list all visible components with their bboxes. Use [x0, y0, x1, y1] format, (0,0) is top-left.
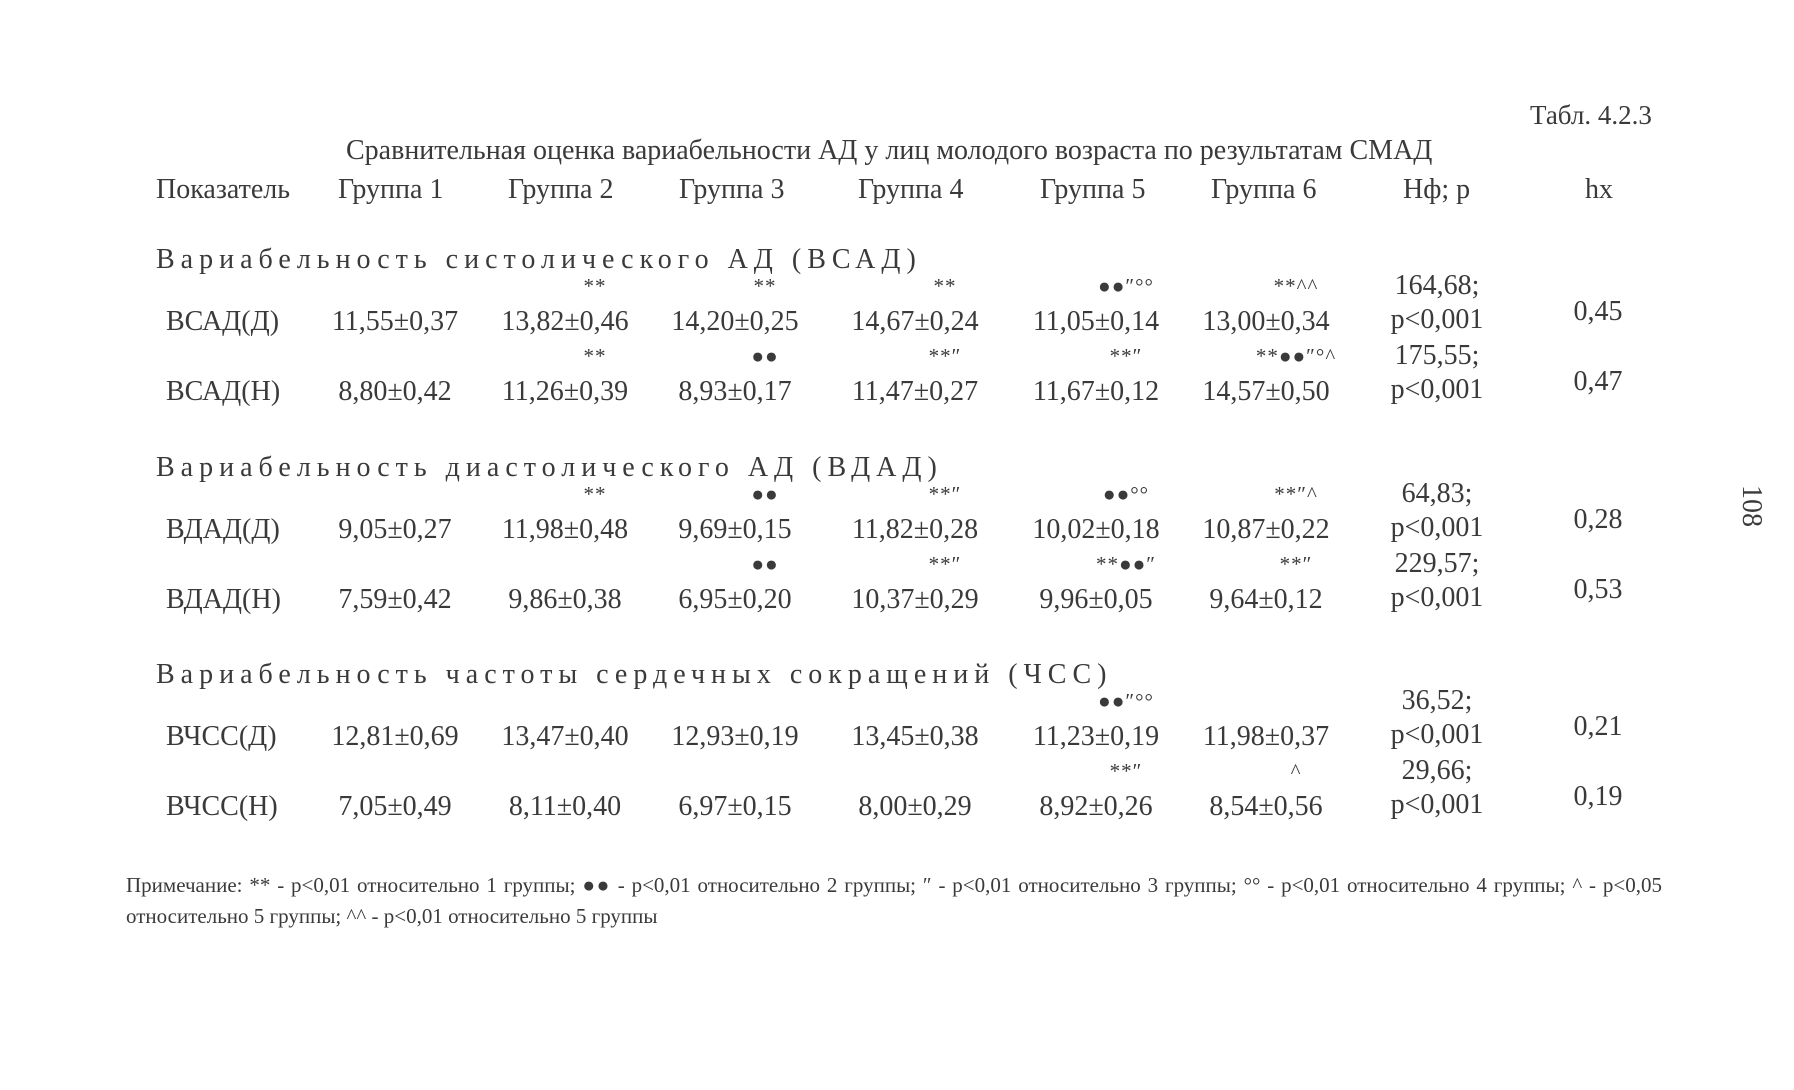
table-title: Сравнительная оценка вариабельности АД у лиц молодого возраста по результатам СМАД — [346, 135, 1433, 166]
hf-value: 175,55; — [1394, 340, 1480, 371]
header-group-5: Группа 5 — [1040, 174, 1146, 205]
value-cell: 12,93±0,19 — [671, 721, 799, 752]
header-hf-p: Нф; р — [1403, 174, 1471, 205]
value-cell: 7,05±0,49 — [338, 791, 452, 822]
value-cell: 8,00±0,29 — [858, 791, 972, 822]
section-title: Вариабельность диастолического АД (ВДАД) — [156, 452, 943, 483]
significance-mark: **″ — [928, 552, 962, 576]
value-cell: 13,47±0,40 — [501, 721, 629, 752]
p-value: p<0,001 — [1390, 789, 1484, 820]
value-cell: 14,20±0,25 — [671, 306, 799, 337]
hx-value: 0,21 — [1573, 711, 1623, 742]
hx-value: 0,45 — [1573, 296, 1623, 327]
value-cell: 8,93±0,17 — [678, 376, 792, 407]
significance-mark: ●●″°° — [1098, 689, 1154, 713]
value-cell: 10,87±0,22 — [1202, 514, 1330, 545]
value-cell: 6,97±0,15 — [678, 791, 792, 822]
value-cell: 8,80±0,42 — [338, 376, 452, 407]
value-cell: 10,37±0,29 — [851, 584, 979, 615]
row-label: ВДАД(Д) — [166, 514, 280, 545]
value-cell: 7,59±0,42 — [338, 584, 452, 615]
significance-mark: ** — [933, 274, 957, 298]
value-cell: 9,69±0,15 — [678, 514, 792, 545]
value-cell: 6,95±0,20 — [678, 584, 792, 615]
value-cell: 8,54±0,56 — [1209, 791, 1323, 822]
hf-value: 64,83; — [1401, 478, 1473, 509]
header-group-4: Группа 4 — [858, 174, 964, 205]
significance-mark: ^ — [1290, 759, 1302, 783]
value-cell: 8,92±0,26 — [1039, 791, 1153, 822]
hx-value: 0,28 — [1573, 504, 1623, 535]
p-value: p<0,001 — [1390, 719, 1484, 750]
significance-mark: **″ — [928, 344, 962, 368]
value-cell: 9,96±0,05 — [1039, 584, 1153, 615]
value-cell: 11,98±0,48 — [501, 514, 629, 545]
p-value: p<0,001 — [1390, 512, 1484, 543]
hf-value: 36,52; — [1401, 685, 1473, 716]
value-cell: 10,02±0,18 — [1032, 514, 1160, 545]
significance-mark: ●●″°° — [1098, 274, 1154, 298]
significance-mark: **″ — [1279, 552, 1313, 576]
significance-mark: ** — [583, 344, 607, 368]
value-cell: 9,05±0,27 — [338, 514, 452, 545]
hx-value: 0,19 — [1573, 781, 1623, 812]
value-cell: 13,00±0,34 — [1202, 306, 1330, 337]
header-group-6: Группа 6 — [1211, 174, 1317, 205]
table-number: Табл. 4.2.3 — [1530, 100, 1652, 130]
value-cell: 8,11±0,40 — [508, 791, 622, 822]
p-value: p<0,001 — [1390, 374, 1484, 405]
value-cell: 12,81±0,69 — [331, 721, 459, 752]
value-cell: 11,23±0,19 — [1032, 721, 1160, 752]
significance-mark: ** — [583, 274, 607, 298]
row-label: ВСАД(Д) — [166, 306, 280, 337]
significance-mark: **″^ — [1274, 482, 1318, 506]
hf-value: 229,57; — [1394, 548, 1480, 579]
row-label: ВСАД(Н) — [166, 376, 281, 407]
page-number: 108 — [1736, 485, 1767, 527]
p-value: p<0,001 — [1390, 582, 1484, 613]
value-cell: 9,64±0,12 — [1209, 584, 1323, 615]
significance-mark: **″ — [928, 482, 962, 506]
significance-mark: **″ — [1109, 344, 1143, 368]
row-label: ВДАД(Н) — [166, 584, 281, 615]
row-label: ВЧСС(Н) — [166, 791, 278, 822]
value-cell: 11,26±0,39 — [501, 376, 629, 407]
significance-mark: ●● — [751, 344, 779, 368]
hx-value: 0,47 — [1573, 366, 1623, 397]
significance-mark: ●●°° — [1102, 482, 1150, 506]
section-title: Вариабельность частоты сердечных сокращений (ЧСС) — [156, 659, 1113, 690]
header-hx: hx — [1585, 174, 1613, 205]
significance-mark: ** — [753, 274, 777, 298]
value-cell: 11,47±0,27 — [851, 376, 979, 407]
significance-mark: **●●″°^ — [1255, 344, 1337, 368]
hf-value: 29,66; — [1401, 755, 1473, 786]
header-group-3: Группа 3 — [679, 174, 785, 205]
significance-mark: **^^ — [1273, 274, 1319, 298]
header-group-1: Группа 1 — [338, 174, 444, 205]
hf-value: 164,68; — [1394, 270, 1480, 301]
value-cell: 11,67±0,12 — [1032, 376, 1160, 407]
significance-mark: ** — [583, 482, 607, 506]
value-cell: 13,45±0,38 — [851, 721, 979, 752]
significance-mark: **″ — [1109, 759, 1143, 783]
table-note: Примечание: ** - p<0,01 относительно 1 группы; ●● - p<0,01 относительно 2 группы; ″ - p<0,01 относительно 3 группы; °° - p<0,01 относительно 4 группы; ^ - p<0,05 относительно 5 группы; ^^ - p<0,01 относительно 5 группы — [126, 873, 1662, 928]
value-cell: 14,57±0,50 — [1202, 376, 1330, 407]
value-cell: 9,86±0,38 — [508, 584, 622, 615]
value-cell: 13,82±0,46 — [501, 306, 629, 337]
row-label: ВЧСС(Д) — [166, 721, 277, 752]
hx-value: 0,53 — [1573, 574, 1623, 605]
value-cell: 14,67±0,24 — [851, 306, 979, 337]
significance-mark: ●● — [751, 482, 779, 506]
p-value: p<0,001 — [1390, 304, 1484, 335]
value-cell: 11,55±0,37 — [331, 306, 459, 337]
significance-mark: **●●″ — [1095, 552, 1157, 576]
section-title: Вариабельность систолического АД (ВСАД) — [156, 244, 922, 275]
value-cell: 11,98±0,37 — [1202, 721, 1330, 752]
value-cell: 11,05±0,14 — [1032, 306, 1160, 337]
value-cell: 11,82±0,28 — [851, 514, 979, 545]
header-group-2: Группа 2 — [508, 174, 614, 205]
header-indicator: Показатель — [156, 174, 290, 205]
significance-mark: ●● — [751, 552, 779, 576]
